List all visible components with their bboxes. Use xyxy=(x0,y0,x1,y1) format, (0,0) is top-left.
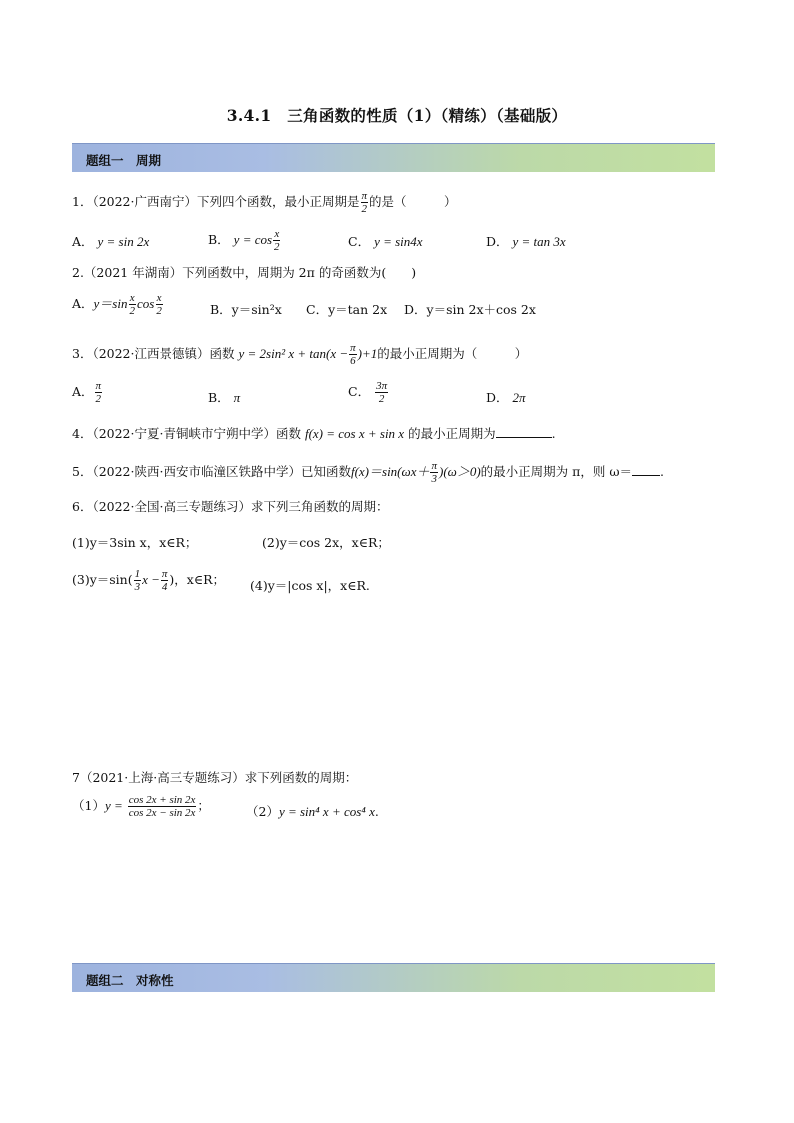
q6-part-2: (2)y＝cos 2x，x∈R； xyxy=(262,535,390,550)
option-a: A．y＝sin $\frac{x}{2}$ cos $\frac{x}{2}$ xyxy=(72,292,162,317)
option-a: A． $\frac{\pi}{2}$ xyxy=(72,380,102,405)
question-6: 6．（2022·全国·高三专题练习）求下列三角函数的周期： xyxy=(72,499,389,514)
question-5: 5．（2022·陕西·西安市临潼区铁路中学）已知函数f(x)＝sin(ωx＋ $\frac{\pi}{3}$ )(ω＞0)的最小正周期为 π，则 ω＝ . xyxy=(72,460,664,485)
section-label: 题组二 对称性 xyxy=(86,973,174,988)
question-stem-end: 的是（ ） xyxy=(369,194,457,209)
question-7: 7（2021·上海·高三专题练习）求下列函数的周期： xyxy=(72,770,358,785)
section-header-period xyxy=(72,143,715,172)
question-3: 3．（2022·江西景德镇）函数 y = 2sin² x + tan(x − $\frac{\pi}{6}$ )+1的最小正周期为（ ） xyxy=(72,342,528,367)
option-c: C． $\frac{3\pi}{2}$ xyxy=(348,380,388,405)
question-1 xyxy=(72,190,457,215)
option-a: A． y = sin 2x xyxy=(72,234,150,249)
section-label: 题组一 周期 xyxy=(86,153,162,168)
option-c: C．y＝tan 2x xyxy=(306,302,388,317)
q6-part-1: (1)y＝3sin x，x∈R； xyxy=(72,535,198,550)
option-d: D． y = tan 3x xyxy=(486,234,566,249)
option-b: B．y＝sin²x xyxy=(210,302,282,317)
option-d: D．y＝sin 2x＋cos 2x xyxy=(404,302,536,317)
fraction: $\frac{\pi}{2}$ xyxy=(361,190,368,215)
q7-part-2: （2）y = sin⁴ x + cos⁴ x. xyxy=(246,804,379,819)
option-b: B． π xyxy=(208,390,241,405)
section-header-symmetry xyxy=(72,963,715,992)
question-2: 2.（2021 年湖南）下列函数中，周期为 2π 的奇函数为( ) xyxy=(72,265,417,280)
answer-blank[interactable] xyxy=(496,437,552,438)
q6-part-4: (4)y＝|cos x|，x∈R. xyxy=(250,578,370,593)
q7-part-1: （1）y = $\frac{\cos 2x + \sin 2x}{\cos 2x - \sin 2x}$ ； xyxy=(72,794,210,819)
answer-blank[interactable] xyxy=(632,475,660,476)
q6-part-3: (3)y＝sin( $\frac{1}{3}$ x − $\frac{\pi}{4}$ )，x∈R； xyxy=(72,568,226,593)
question-4: 4．（2022·宁夏·青铜峡市宁朔中学）函数 f(x) = cos x + sin x 的最小正周期为 . xyxy=(72,426,556,441)
question-stem: 1．（2022·广西南宁）下列四个函数，最小正周期是 xyxy=(72,194,360,209)
option-d: D． 2π xyxy=(486,390,526,405)
option-b: B． y = cos $\frac{x}{2}$ xyxy=(208,228,280,253)
page-title: 3.4.1 三角函数的性质（1）（精练）（基础版） xyxy=(226,106,568,125)
option-c: C． y = sin4x xyxy=(348,234,423,249)
